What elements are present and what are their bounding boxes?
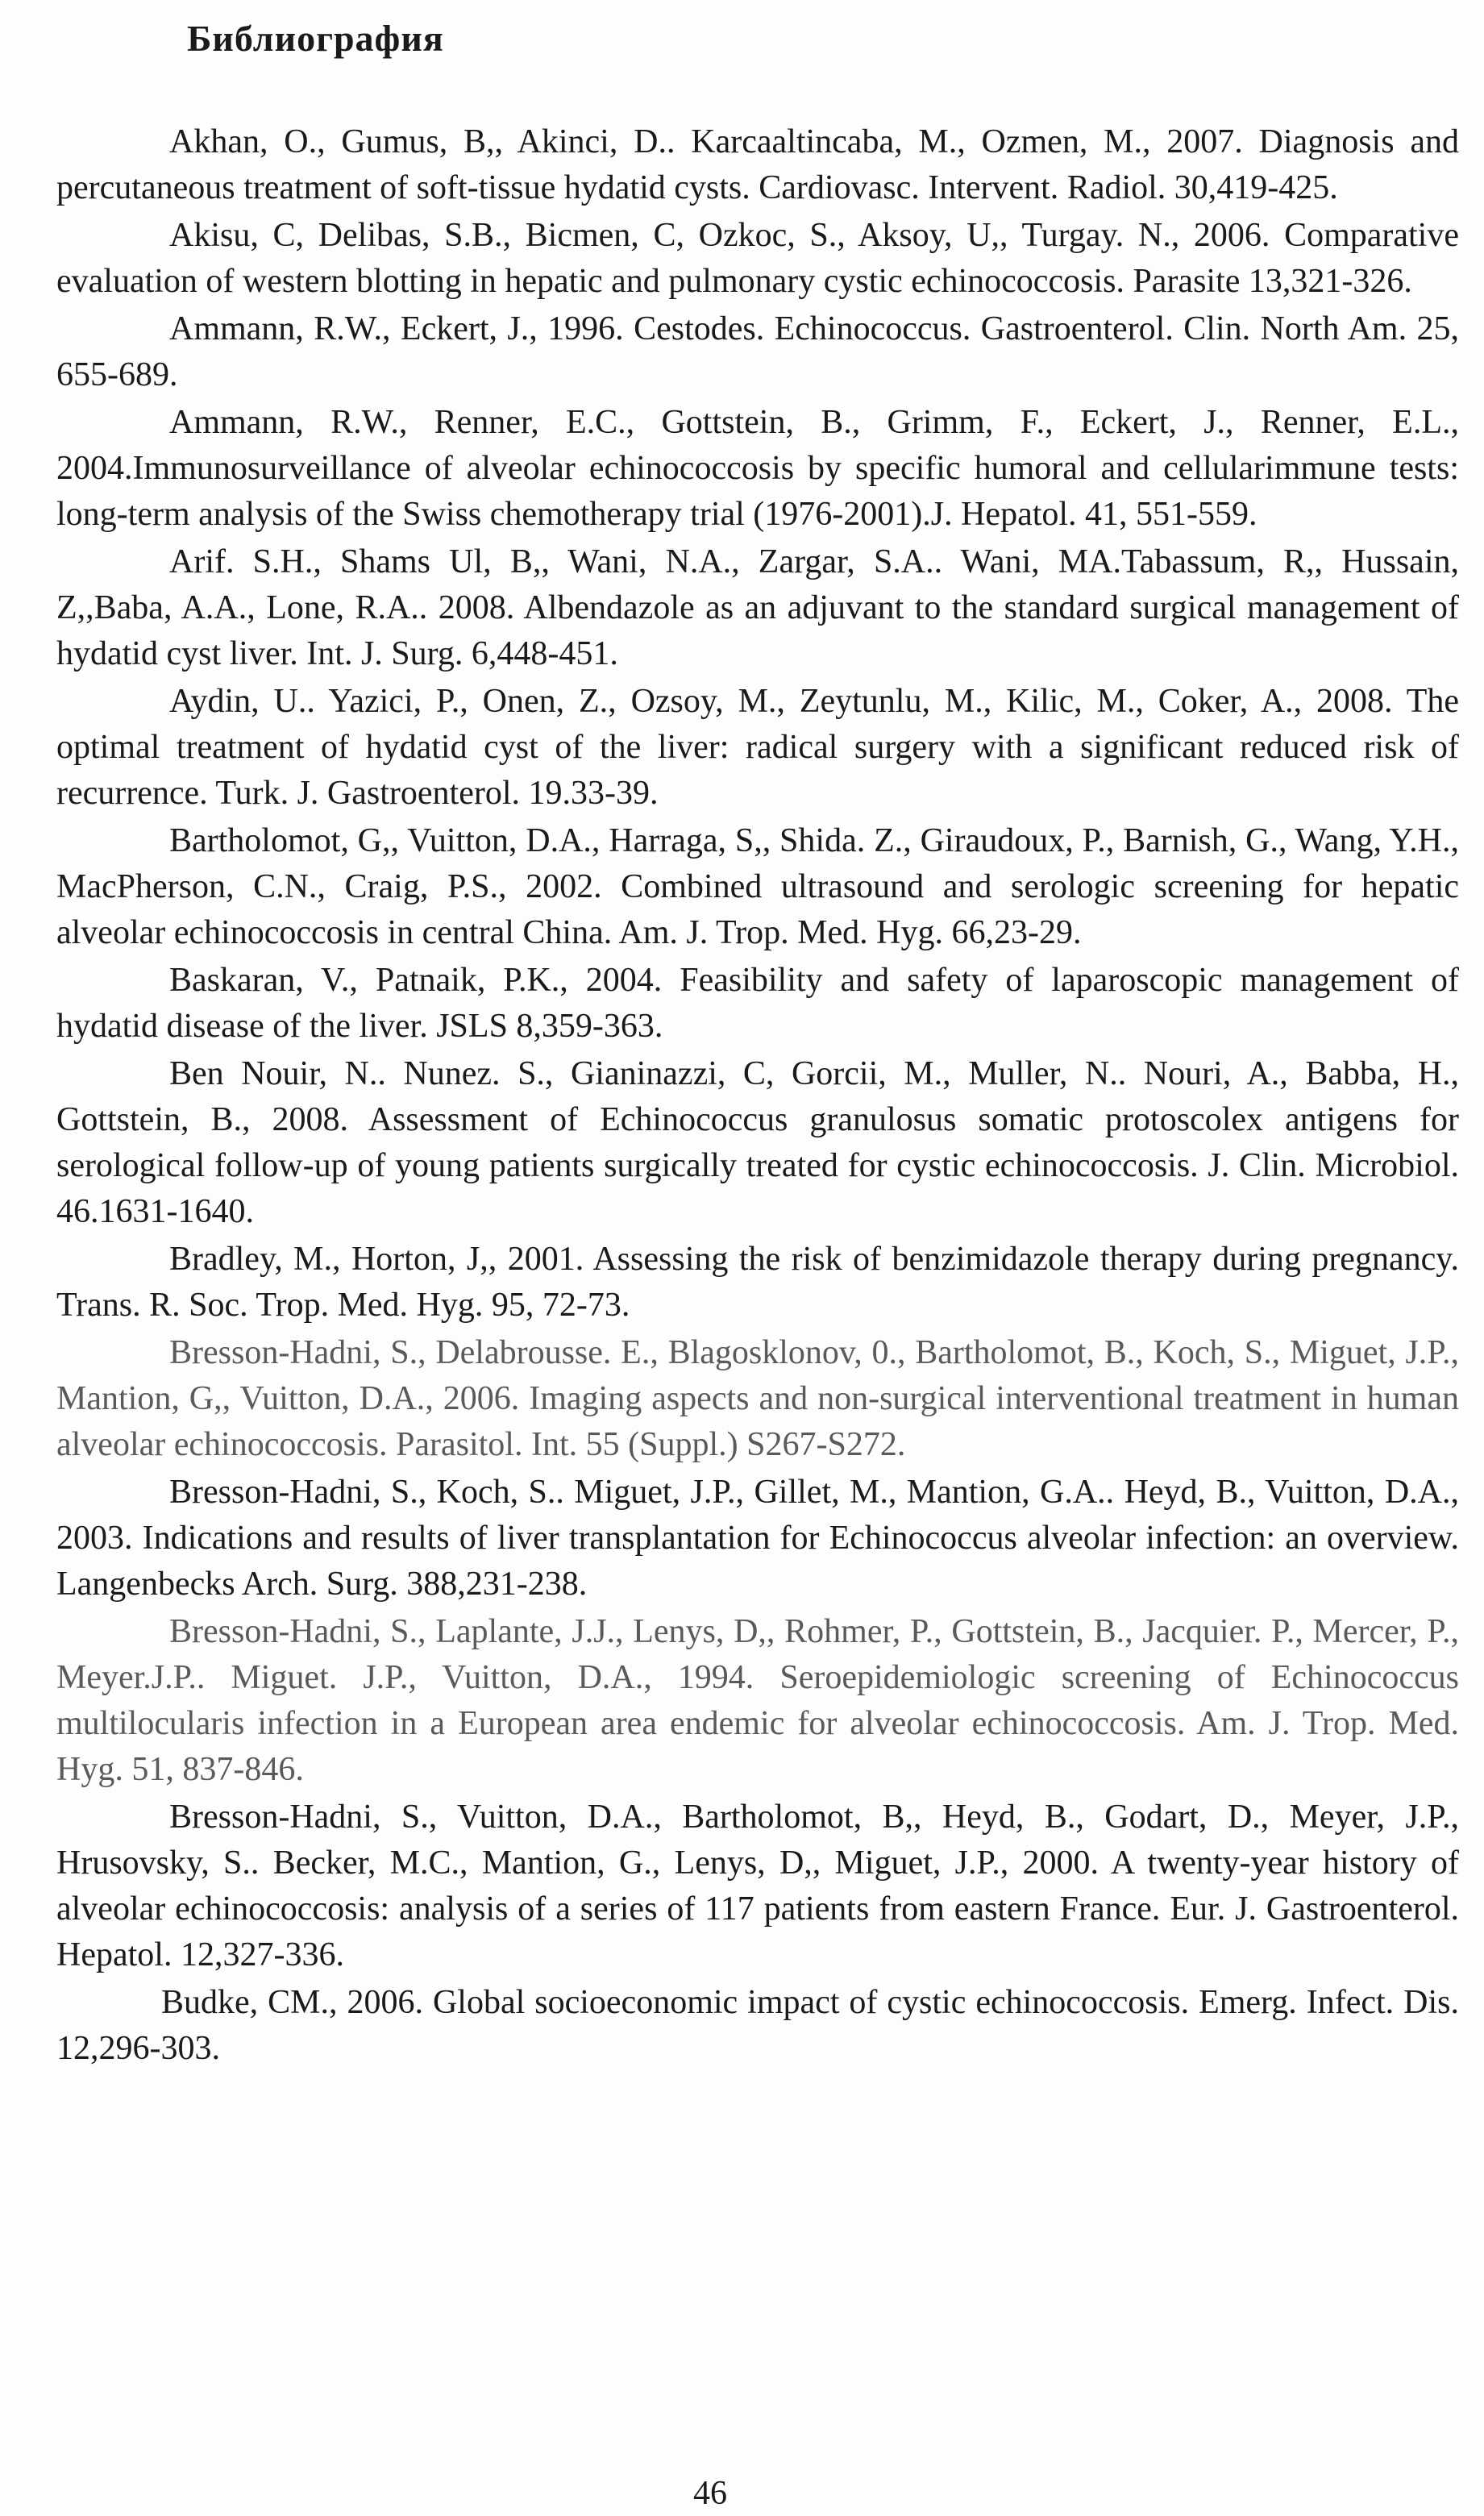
reference-entry-aydin-2008: Aydin, U.. Yazici, P., Onen, Z., Ozsoy, M., Zeytunlu, M., Kilic, M., Coker, A., 2008. The optimal treatment of hydatid cyst of the liver: radical surgery with a significant reduced risk of recurrence. Turk. J. Gastroenterol. 19.33-39. (56, 683, 1459, 812)
page-title: Библиография (187, 18, 444, 59)
reference-entry-bresson-hadni-2006: Bresson-Hadni, S., Delabrousse. E., Blagosklonov, 0., Bartholomot, B., Koch, S., Miguet, J.P., Mantion, G,, Vuitton, D.A., 2006. Imaging aspects and non-surgical interventional treatment in human alveolar echinococcosis. Parasitol. Int. 55 (Suppl.) S267-S272. (56, 1334, 1459, 1463)
page-number: 46 (693, 2475, 727, 2512)
reference-entry-akisu-2006: Akisu, C, Delibas, S.B., Bicmen, C, Ozkoc, S., Aksoy, U,, Turgay. N., 2006. Comparative evaluation of western blotting in hepatic and pulmonary cystic echinococcosis. Parasite 13,321-326. (56, 217, 1459, 300)
reference-entry-bresson-hadni-2000: Bresson-Hadni, S., Vuitton, D.A., Bartholomot, B,, Heyd, B., Godart, D., Meyer, J.P., Hrusovsky, S.. Becker, M.C., Mantion, G., Lenys, D,, Miguet, J.P., 2000. A twenty-year history of alveolar echinococcosis: analysis of a series of 117 patients from eastern France. Eur. J. Gastroenterol. Hepatol. 12,327-336. (56, 1799, 1459, 1973)
reference-entry-ammann-1996: Ammann, R.W., Eckert, J., 1996. Cestodes. Echinococcus. Gastroenterol. Clin. North Am. 25, 655-689. (56, 310, 1459, 393)
reference-entry-budke-2006: Budke, CM., 2006. Global socioeconomic impact of cystic echinococcosis. Emerg. Infect. Dis. 12,296-303. (56, 1984, 1459, 2067)
reference-entry-akhan-2007: Akhan, O., Gumus, B,, Akinci, D.. Karcaaltincaba, M., Ozmen, M., 2007. Diagnosis and percutaneous treatment of soft-tissue hydatid cysts. Cardiovasc. Intervent. Radiol. 30,419-425. (56, 123, 1459, 206)
reference-entry-baskaran-2004: Baskaran, V., Patnaik, P.K., 2004. Feasibility and safety of laparoscopic management of hydatid disease of the liver. JSLS 8,359-363. (56, 962, 1459, 1045)
reference-entry-arif-2008: Arif. S.H., Shams Ul, B,, Wani, N.A., Zargar, S.A.. Wani, MA.Tabassum, R,, Hussain, Z,,Baba, A.A., Lone, R.A.. 2008. Albendazole as an adjuvant to the standard surgical management of hydatid cyst liver. Int. J. Surg. 6,448-451. (56, 543, 1459, 672)
reference-entry-bresson-hadni-1994: Bresson-Hadni, S., Laplante, J.J., Lenys, D,, Rohmer, P., Gottstein, B., Jacquier. P., Mercer, P., Meyer.J.P.. Miguet. J.P., Vuitton, D.A., 1994. Seroepidemiologic screening of Echinococcus multilocularis infection in a European area endemic for alveolar echinococcosis. Am. J. Trop. Med. Hyg. 51, 837-846. (56, 1613, 1459, 1788)
reference-entry-ben-nouir-2008: Ben Nouir, N.. Nunez. S., Gianinazzi, C, Gorcii, M., Muller, N.. Nouri, A., Babba, H., Gottstein, B., 2008. Assessment of Echinococcus granulosus somatic protoscolex antigens for serological follow-up of young patients surgically treated for cystic echinococcosis. J. Clin. Microbiol. 46.1631-1640. (56, 1055, 1459, 1230)
reference-entry-bradley-2001: Bradley, M., Horton, J,, 2001. Assessing the risk of benzimidazole therapy during pregnancy. Trans. R. Soc. Trop. Med. Hyg. 95, 72-73. (56, 1241, 1459, 1324)
reference-list (56, 119, 1459, 2073)
reference-entry-bartholomot-2002: Bartholomot, G,, Vuitton, D.A., Harraga, S,, Shida. Z., Giraudoux, P., Barnish, G., Wang, Y.H., MacPherson, C.N., Craig, P.S., 2002. Combined ultrasound and serologic screening for hepatic alveolar echinococcosis in central China. Am. J. Trop. Med. Hyg. 66,23-29. (56, 822, 1459, 951)
reference-entry-bresson-hadni-2003: Bresson-Hadni, S., Koch, S.. Miguet, J.P., Gillet, M., Mantion, G.A.. Heyd, B., Vuitton, D.A., 2003. Indications and results of liver transplantation for Echinococcus alveolar infection: an overview. Langenbecks Arch. Surg. 388,231-238. (56, 1474, 1459, 1603)
reference-entry-ammann-2004: Ammann, R.W., Renner, E.C., Gottstein, B., Grimm, F., Eckert, J., Renner, E.L., 2004.Immunosurveillance of alveolar echinococcosis by specific humoral and cellularimmune tests: long-term analysis of the Swiss chemotherapy trial (1976-2001).J. Hepatol. 41, 551-559. (56, 404, 1459, 533)
